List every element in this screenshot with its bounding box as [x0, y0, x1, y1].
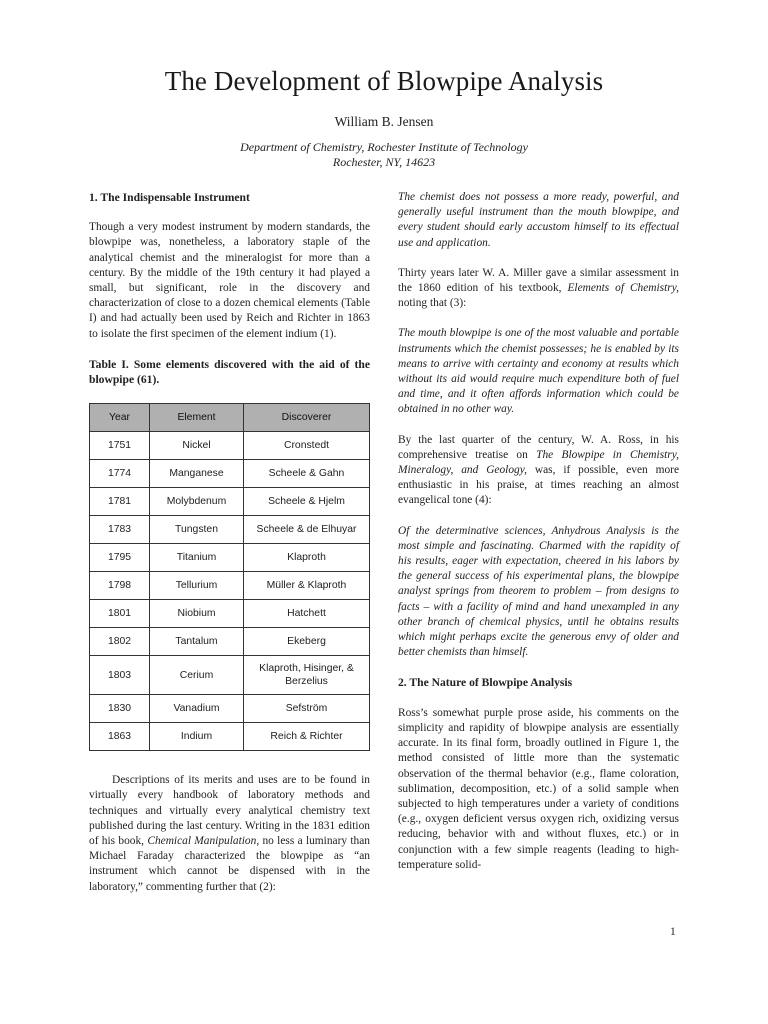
miller-book-title: Elements of Chemistry, [567, 282, 679, 295]
cell-discoverer: Sefström [244, 695, 370, 723]
table-row [90, 572, 370, 600]
cell-element: Tantalum [150, 628, 244, 656]
table-row [90, 628, 370, 656]
cell-year: 1863 [90, 723, 150, 751]
paragraph-ross [398, 433, 679, 509]
paper-title: The Development of Blowpipe Analysis [164, 66, 604, 96]
affiliation [0, 140, 768, 170]
cell-element: Molybdenum [150, 488, 244, 516]
ross-text-a: By the last quarter of the century, W. A. Ross, in his comprehensive treatise on [398, 433, 679, 461]
cell-year: 1802 [90, 628, 150, 656]
right-column [398, 190, 679, 873]
cell-discoverer: Hatchett [244, 600, 370, 628]
cell-year: 1803 [90, 656, 150, 695]
cell-element: Niobium [150, 600, 244, 628]
paragraph-introduction: Though a very modest instrument by modern standards, the blowpipe was, nonetheless, a laboratory staple of the analytical chemist and the mineralogist for more than a century. By the middle of the 19th century it had played a small, but significant, role in the discovery and characterization of close to a dozen chemical elements (Table I) and had actually been used by Reich and Richter in 1863 to isolate the first specimen of the element indium (1). [89, 221, 370, 340]
cell-discoverer: Müller & Klaproth [244, 572, 370, 600]
table-row [90, 460, 370, 488]
ross-text-b: was, if possible, even more enthusiastic in his praise, at times reaching an almost evangelical tone (4): [398, 464, 679, 507]
table-header-row [90, 404, 370, 432]
miller-text-a: Thirty years later W. A. Miller gave a similar assessment in the 1860 edition of his textbook, [398, 266, 679, 295]
table-row [90, 432, 370, 460]
table-header-discoverer: Discoverer [244, 404, 370, 432]
cell-year: 1781 [90, 488, 150, 516]
table-caption: Table I. Some elements discovered with the aid of the blowpipe (61). [89, 357, 370, 387]
section-2-heading: 2. The Nature of Blowpipe Analysis [398, 676, 573, 690]
cell-year: 1783 [90, 516, 150, 544]
table-row [90, 516, 370, 544]
table-header-element: Element [150, 404, 244, 432]
affiliation-department: Department of Chemistry, Rochester Institute of Technology [240, 140, 528, 154]
cell-year: 1751 [90, 432, 150, 460]
table-header-year: Year [90, 404, 150, 432]
cell-discoverer: Klaproth [244, 544, 370, 572]
descriptions-book-title: Chemical Manipulation [147, 835, 257, 848]
table-row [90, 544, 370, 572]
author-name: William B. Jensen [334, 114, 434, 129]
cell-element: Manganese [150, 460, 244, 488]
quote-ross: Of the determinative sciences, Anhydrous Analysis is the most simple and fascinating. Charmed with the rapidity of his results, eager with expectation, cheered in his labors by the general success of his experimental plans, the blowpipe analyst springs from theorem to problem – from designs to facts – with a facility of mind and hand unexampled in any other branch of chemical physics, until he obtains results which might perhaps excite the generous envy of older and better chemists than himself. [398, 524, 679, 659]
descriptions-text-b: , no less a luminary than Michael Faraday characterized the blowpipe as “an instrument which cannot be dispensed with in the laboratory,” commenting further that (2): [89, 835, 370, 893]
cell-element: Titanium [150, 544, 244, 572]
table-row [90, 695, 370, 723]
quote-faraday: The chemist does not possess a more ready, powerful, and generally useful instrument than the mouth blowpipe, and every student should early accustom himself to its effectual use and application. [398, 191, 679, 249]
cell-discoverer: Klaproth, Hisinger, & Berzelius [244, 656, 370, 695]
ross-book-title: The Blowpipe in Chemistry, Mineralogy, and Geology, [398, 448, 679, 477]
affiliation-location: Rochester, NY, 14623 [332, 155, 436, 169]
cell-year: 1795 [90, 544, 150, 572]
page-number: 1 [670, 926, 676, 938]
cell-discoverer: Reich & Richter [244, 723, 370, 751]
table-row [90, 723, 370, 751]
miller-text-b: noting that (3): [398, 297, 467, 310]
cell-element: Nickel [150, 432, 244, 460]
table-row [90, 488, 370, 516]
cell-discoverer: Scheele & Hjelm [244, 488, 370, 516]
cell-year: 1830 [90, 695, 150, 723]
section-1-heading: 1. The Indispensable Instrument [89, 191, 250, 204]
paragraph-miller [398, 266, 679, 312]
cell-discoverer: Scheele & Gahn [244, 460, 370, 488]
cell-year: 1798 [90, 572, 150, 600]
cell-element: Tellurium [150, 572, 244, 600]
cell-year: 1774 [90, 460, 150, 488]
descriptions-text-a: Descriptions of its merits and uses are to be found in virtually every handbook of laboratory methods and techniques and virtually every analytical chemistry text published during the last century. Writing in the 1831 edition of his book, [89, 774, 370, 848]
table-row [90, 656, 370, 695]
cell-element: Cerium [150, 656, 244, 695]
cell-year: 1801 [90, 600, 150, 628]
cell-discoverer: Cronstedt [244, 432, 370, 460]
quote-miller: The mouth blowpipe is one of the most valuable and portable instruments which the chemist possesses; he is enabled by its means to arrive with certainty and economy at results which without its aid would require much expenditure both of fuel and time, and it often affords information which could be obtained in no other way. [398, 327, 679, 416]
paragraph-descriptions [89, 773, 370, 895]
paragraph-nature: Ross’s somewhat purple prose aside, his comments on the simplicity and rapidity of blowpipe analysis are essentially accurate. In its final form, broadly outlined in Figure 1, the method consisted of little more than the systematic observation of the thermal behavior (e.g., flame coloration, sublimation, decomposition, etc.) of a solid sample when subjected to high temperatures under a variety of conditions (e.g., oxygen deficient versus oxygen rich, oxidizing versus reducing, behavior with and without fluxes, etc.) or in conjunction with a few simple reagents (leading to high-temperature solid- [398, 706, 679, 871]
table-row [90, 600, 370, 628]
cell-element: Tungsten [150, 516, 244, 544]
elements-table [89, 403, 370, 751]
left-column [89, 190, 370, 895]
cell-discoverer: Ekeberg [244, 628, 370, 656]
cell-element: Vanadium [150, 695, 244, 723]
cell-element: Indium [150, 723, 244, 751]
cell-discoverer: Scheele & de Elhuyar [244, 516, 370, 544]
